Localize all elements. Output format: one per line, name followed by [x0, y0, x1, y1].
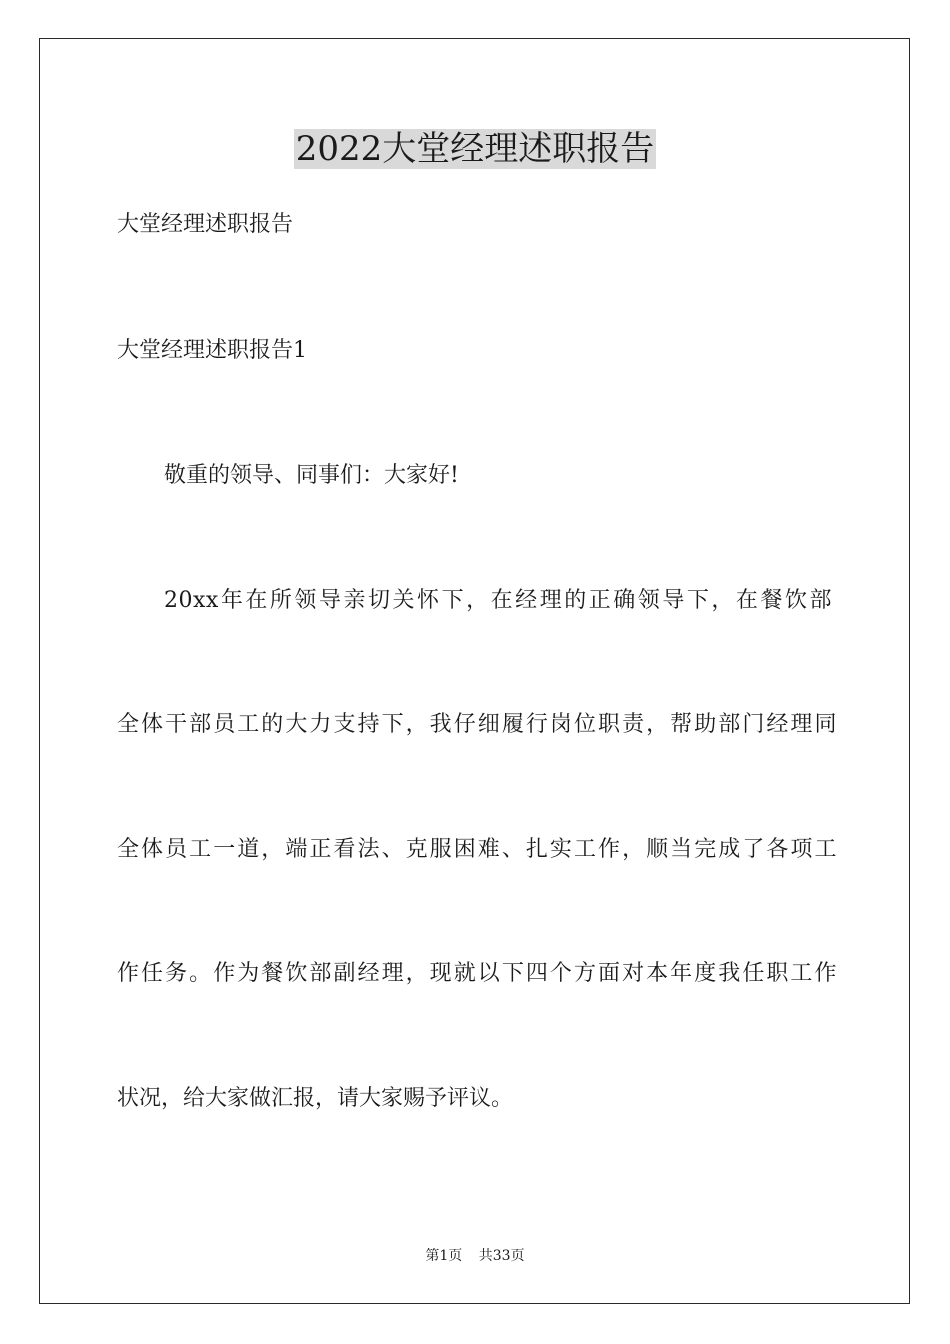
page-footer [0, 1246, 950, 1266]
paragraph-line-3: 全体员工一道，端正看法、克服困难、扎实工作，顺当完成了各项工 [117, 837, 837, 862]
page-number: 第1页 [425, 1248, 463, 1264]
paragraph-line-4: 作任务。作为餐饮部副经理，现就以下四个方面对本年度我任职工作 [117, 961, 837, 986]
document-title [0, 126, 950, 172]
paragraph-line-5: 状况，给大家做汇报，请大家赐予评议。 [117, 1086, 514, 1111]
page-total: 共33页 [478, 1248, 525, 1264]
paragraph-line-1: 20xx年在所领导亲切关怀下，在经理的正确领导下，在餐饮部 [164, 588, 832, 613]
document-subtitle: 大堂经理述职报告 [117, 212, 294, 237]
section-heading: 大堂经理述职报告1 [117, 338, 307, 363]
greeting-line: 敬重的领导、同事们：大家好! [164, 463, 459, 488]
paragraph-line-2: 全体干部员工的大力支持下，我仔细履行岗位职责，帮助部门经理同 [117, 712, 837, 737]
document-title-text: 2022大堂经理述职报告 [295, 129, 655, 169]
